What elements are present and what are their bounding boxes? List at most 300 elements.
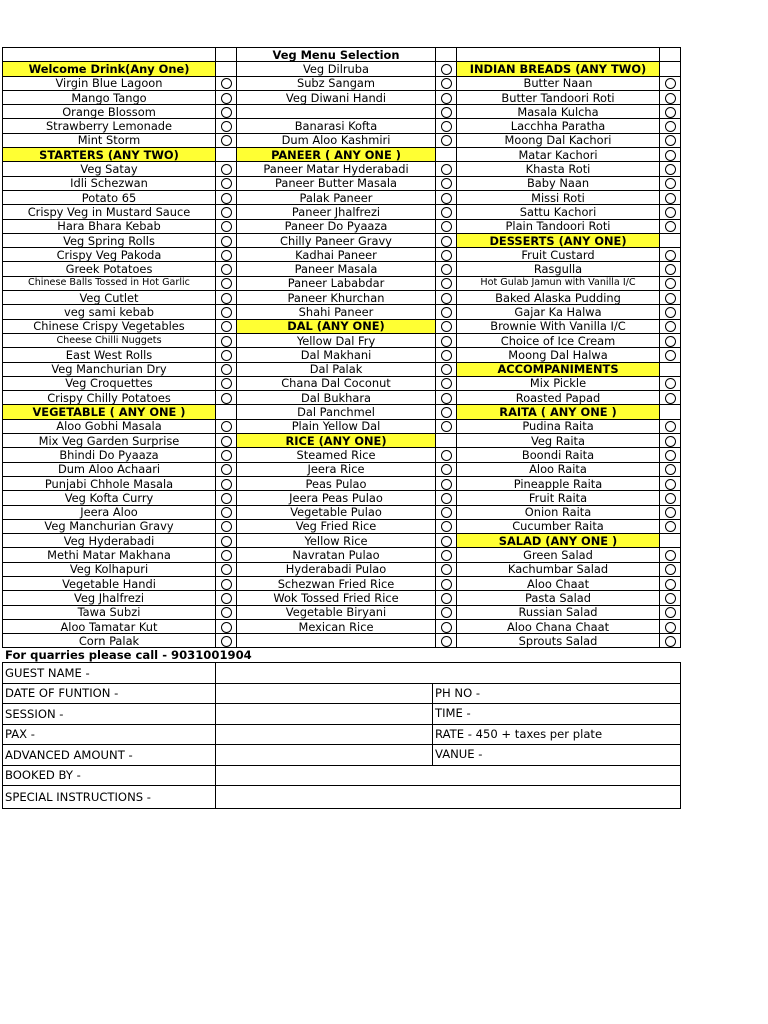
radio-icon[interactable] — [221, 121, 232, 132]
menu-item-b: Dal Palak — [237, 362, 436, 376]
menu-item-a: Mint Storm — [3, 133, 216, 147]
menu-item-c: RAITA ( ANY ONE ) — [457, 405, 660, 419]
menu-choice-cell[interactable] — [436, 476, 457, 490]
menu-item-c: Boondi Raita — [457, 448, 660, 462]
radio-icon[interactable] — [441, 493, 452, 504]
menu-choice-cell[interactable] — [436, 90, 457, 104]
menu-choice-cell[interactable] — [216, 205, 237, 219]
menu-choice-cell[interactable] — [216, 119, 237, 133]
menu-choice-cell[interactable] — [660, 333, 681, 347]
menu-choice-cell[interactable] — [660, 605, 681, 619]
menu-choice-cell[interactable] — [436, 105, 457, 119]
form-row — [3, 683, 681, 704]
radio-icon[interactable] — [441, 579, 452, 590]
radio-icon[interactable] — [221, 293, 232, 304]
radio-icon[interactable] — [441, 293, 452, 304]
radio-icon[interactable] — [665, 393, 676, 404]
radio-icon[interactable] — [221, 579, 232, 590]
menu-choice-cell[interactable] — [660, 305, 681, 319]
radio-icon[interactable] — [221, 593, 232, 604]
menu-row — [3, 562, 681, 576]
menu-choice-cell[interactable] — [660, 348, 681, 362]
menu-item-a: STARTERS (ANY TWO) — [3, 148, 216, 162]
menu-choice-cell[interactable] — [436, 262, 457, 276]
menu-item-b: Chilly Paneer Gravy — [237, 233, 436, 247]
menu-choice-cell — [660, 534, 681, 548]
radio-icon[interactable] — [665, 550, 676, 561]
radio-icon[interactable] — [441, 164, 452, 175]
menu-choice-cell[interactable] — [660, 90, 681, 104]
menu-row — [3, 576, 681, 590]
radio-icon[interactable] — [665, 321, 676, 332]
menu-choice-cell[interactable] — [216, 576, 237, 590]
menu-item-b: Dum Aloo Kashmiri — [237, 133, 436, 147]
form-label: ADVANCED AMOUNT - — [3, 745, 216, 766]
radio-icon[interactable] — [441, 636, 452, 647]
menu-choice-cell[interactable] — [216, 348, 237, 362]
menu-item-c: ACCOMPANIMENTS — [457, 362, 660, 376]
radio-icon[interactable] — [665, 622, 676, 633]
menu-choice-cell[interactable] — [436, 291, 457, 305]
radio-icon[interactable] — [665, 78, 676, 89]
radio-icon[interactable] — [665, 593, 676, 604]
menu-choice-cell — [436, 48, 457, 62]
menu-choice-cell[interactable] — [436, 534, 457, 548]
menu-choice-cell[interactable] — [436, 190, 457, 204]
radio-icon[interactable] — [665, 250, 676, 261]
radio-icon[interactable] — [221, 107, 232, 118]
menu-item-c: Plain Tandoori Roti — [457, 219, 660, 233]
menu-item-b: Palak Paneer — [237, 190, 436, 204]
radio-icon[interactable] — [221, 350, 232, 361]
menu-choice-cell[interactable] — [216, 619, 237, 633]
menu-choice-cell[interactable] — [660, 248, 681, 262]
menu-choice-cell[interactable] — [216, 305, 237, 319]
menu-choice-cell[interactable] — [660, 176, 681, 190]
menu-choice-cell[interactable] — [216, 419, 237, 433]
menu-choice-cell[interactable] — [216, 190, 237, 204]
radio-icon[interactable] — [441, 135, 452, 146]
menu-choice-cell[interactable] — [436, 505, 457, 519]
radio-icon[interactable] — [665, 636, 676, 647]
radio-icon[interactable] — [441, 507, 452, 518]
radio-icon[interactable] — [441, 236, 452, 247]
radio-icon[interactable] — [441, 193, 452, 204]
radio-icon[interactable] — [441, 536, 452, 547]
radio-icon[interactable] — [221, 636, 232, 647]
form-value-field[interactable] — [216, 786, 681, 809]
menu-choice-cell[interactable] — [436, 319, 457, 333]
menu-choice-cell[interactable] — [216, 90, 237, 104]
radio-icon[interactable] — [665, 579, 676, 590]
radio-icon[interactable] — [441, 393, 452, 404]
radio-icon[interactable] — [221, 550, 232, 561]
radio-icon[interactable] — [221, 93, 232, 104]
form-value-field[interactable] — [216, 684, 433, 704]
radio-icon[interactable] — [221, 278, 232, 289]
menu-item-c: Fruit Raita — [457, 491, 660, 505]
menu-body — [3, 48, 681, 648]
radio-icon[interactable] — [441, 464, 452, 475]
radio-icon[interactable] — [665, 421, 676, 432]
radio-icon[interactable] — [665, 264, 676, 275]
form-label: BOOKED BY - — [3, 765, 216, 786]
form-value-field[interactable] — [216, 725, 433, 745]
menu-choice-cell[interactable] — [216, 219, 237, 233]
menu-choice-cell[interactable] — [436, 248, 457, 262]
menu-choice-cell[interactable] — [436, 448, 457, 462]
menu-item-c: INDIAN BREADS (ANY TWO) — [457, 62, 660, 76]
menu-choice-cell — [660, 233, 681, 247]
menu-item-a: Veg Kofta Curry — [3, 491, 216, 505]
menu-item-a: Mix Veg Garden Surprise — [3, 434, 216, 448]
radio-icon[interactable] — [221, 421, 232, 432]
menu-choice-cell[interactable] — [216, 562, 237, 576]
menu-choice-cell[interactable] — [660, 376, 681, 390]
menu-choice-cell[interactable] — [216, 176, 237, 190]
radio-icon[interactable] — [441, 450, 452, 461]
menu-choice-cell[interactable] — [436, 462, 457, 476]
radio-icon[interactable] — [441, 278, 452, 289]
booking-form-body — [3, 663, 681, 809]
radio-icon[interactable] — [441, 350, 452, 361]
radio-icon[interactable] — [665, 221, 676, 232]
menu-choice-cell[interactable] — [660, 448, 681, 462]
menu-item-b: Veg Dilruba — [237, 62, 436, 76]
menu-choice-cell — [660, 62, 681, 76]
radio-icon[interactable] — [665, 293, 676, 304]
menu-choice-cell[interactable] — [436, 519, 457, 533]
radio-icon[interactable] — [221, 536, 232, 547]
radio-icon[interactable] — [665, 607, 676, 618]
menu-choice-cell[interactable] — [436, 548, 457, 562]
radio-icon[interactable] — [441, 107, 452, 118]
menu-row — [3, 419, 681, 433]
radio-icon[interactable] — [665, 121, 676, 132]
menu-row — [3, 276, 681, 290]
menu-choice-cell[interactable] — [660, 133, 681, 147]
menu-item-c: Hot Gulab Jamun with Vanilla I/C — [457, 276, 660, 290]
menu-choice-cell[interactable] — [216, 519, 237, 533]
menu-choice-cell[interactable] — [436, 634, 457, 648]
menu-item-a: Crispy Veg Pakoda — [3, 248, 216, 262]
menu-item-b: Hyderabadi Pulao — [237, 562, 436, 576]
menu-choice-cell[interactable] — [216, 76, 237, 90]
menu-item-a: Hara Bhara Kebab — [3, 219, 216, 233]
menu-choice-cell[interactable] — [216, 505, 237, 519]
radio-icon[interactable] — [441, 421, 452, 432]
menu-choice-cell[interactable] — [436, 162, 457, 176]
radio-icon[interactable] — [665, 307, 676, 318]
radio-icon[interactable] — [221, 236, 232, 247]
veg-menu-table — [2, 47, 681, 648]
radio-icon[interactable] — [665, 464, 676, 475]
menu-item-b: Paneer Lababdar — [237, 276, 436, 290]
menu-choice-cell[interactable] — [436, 305, 457, 319]
menu-choice-cell[interactable] — [436, 405, 457, 419]
menu-row — [3, 448, 681, 462]
radio-icon[interactable] — [665, 493, 676, 504]
menu-choice-cell[interactable] — [436, 62, 457, 76]
radio-icon[interactable] — [665, 564, 676, 575]
menu-item-a: Veg Jhalfrezi — [3, 591, 216, 605]
radio-icon[interactable] — [665, 207, 676, 218]
menu-row — [3, 534, 681, 548]
menu-choice-cell[interactable] — [216, 233, 237, 247]
form-value-split[interactable] — [216, 683, 681, 704]
form-value-field[interactable] — [216, 704, 433, 724]
menu-item-c: Aloo Raita — [457, 462, 660, 476]
menu-item-a: Methi Matar Makhana — [3, 548, 216, 562]
radio-icon[interactable] — [221, 493, 232, 504]
radio-icon[interactable] — [441, 364, 452, 375]
radio-icon[interactable] — [441, 564, 452, 575]
menu-choice-cell[interactable] — [216, 276, 237, 290]
radio-icon[interactable] — [665, 378, 676, 389]
menu-choice-cell[interactable] — [660, 619, 681, 633]
menu-choice-cell[interactable] — [436, 133, 457, 147]
menu-choice-cell[interactable] — [660, 105, 681, 119]
menu-choice-cell[interactable] — [216, 362, 237, 376]
menu-item-a: Greek Potatoes — [3, 262, 216, 276]
menu-choice-cell[interactable] — [216, 133, 237, 147]
menu-item-b: Paneer Masala — [237, 262, 436, 276]
menu-choice-cell[interactable] — [660, 462, 681, 476]
menu-choice-cell[interactable] — [216, 434, 237, 448]
menu-choice-cell[interactable] — [436, 576, 457, 590]
menu-item-b: Yellow Rice — [237, 534, 436, 548]
menu-choice-cell[interactable] — [216, 534, 237, 548]
radio-icon[interactable] — [221, 378, 232, 389]
form-value-field[interactable] — [216, 663, 681, 684]
menu-choice-cell[interactable] — [436, 276, 457, 290]
radio-icon[interactable] — [665, 278, 676, 289]
menu-item-a: Dum Aloo Achaari — [3, 462, 216, 476]
menu-choice-cell[interactable] — [216, 448, 237, 462]
radio-icon[interactable] — [441, 336, 452, 347]
radio-icon[interactable] — [221, 436, 232, 447]
menu-item-a: Mango Tango — [3, 90, 216, 104]
radio-icon[interactable] — [665, 193, 676, 204]
menu-item-c: SALAD (ANY ONE ) — [457, 534, 660, 548]
radio-icon[interactable] — [221, 521, 232, 532]
radio-icon[interactable] — [221, 336, 232, 347]
menu-item-b: Schezwan Fried Rice — [237, 576, 436, 590]
menu-choice-cell[interactable] — [660, 276, 681, 290]
radio-icon[interactable] — [441, 321, 452, 332]
menu-choice-cell[interactable] — [436, 619, 457, 633]
menu-choice-cell[interactable] — [436, 219, 457, 233]
radio-icon[interactable] — [441, 264, 452, 275]
form-value-split[interactable] — [216, 724, 681, 745]
menu-choice-cell[interactable] — [436, 233, 457, 247]
radio-icon[interactable] — [221, 221, 232, 232]
radio-icon[interactable] — [441, 307, 452, 318]
menu-choice-cell[interactable] — [216, 605, 237, 619]
menu-choice-cell[interactable] — [436, 419, 457, 433]
radio-icon[interactable] — [441, 93, 452, 104]
radio-icon[interactable] — [441, 121, 452, 132]
menu-choice-cell[interactable] — [660, 419, 681, 433]
menu-choice-cell[interactable] — [216, 105, 237, 119]
menu-choice-cell[interactable] — [436, 605, 457, 619]
menu-choice-cell[interactable] — [660, 148, 681, 162]
menu-choice-cell[interactable] — [436, 591, 457, 605]
menu-choice-cell[interactable] — [216, 262, 237, 276]
menu-choice-cell[interactable] — [216, 491, 237, 505]
form-label: SESSION - — [3, 704, 216, 725]
radio-icon[interactable] — [441, 607, 452, 618]
radio-icon[interactable] — [665, 450, 676, 461]
menu-choice-cell[interactable] — [216, 291, 237, 305]
menu-item-a: Bhindi Do Pyaaza — [3, 448, 216, 462]
form-value-split[interactable] — [216, 745, 681, 766]
menu-choice-cell[interactable] — [436, 176, 457, 190]
menu-choice-cell — [660, 362, 681, 376]
radio-icon[interactable] — [221, 307, 232, 318]
radio-icon[interactable] — [221, 78, 232, 89]
radio-icon[interactable] — [441, 521, 452, 532]
radio-icon[interactable] — [665, 436, 676, 447]
menu-choice-cell[interactable] — [660, 505, 681, 519]
menu-choice-cell[interactable] — [660, 190, 681, 204]
radio-icon[interactable] — [665, 521, 676, 532]
menu-item-c: Aloo Chana Chaat — [457, 619, 660, 633]
menu-choice-cell[interactable] — [660, 591, 681, 605]
form-label: GUEST NAME - — [3, 663, 216, 684]
radio-icon[interactable] — [221, 321, 232, 332]
menu-row — [3, 162, 681, 176]
menu-row — [3, 491, 681, 505]
menu-choice-cell[interactable] — [436, 376, 457, 390]
menu-item-a: Orange Blossom — [3, 105, 216, 119]
menu-choice-cell[interactable] — [216, 462, 237, 476]
radio-icon[interactable] — [221, 364, 232, 375]
menu-choice-cell[interactable] — [436, 119, 457, 133]
radio-icon[interactable] — [441, 64, 452, 75]
radio-icon[interactable] — [665, 178, 676, 189]
radio-icon[interactable] — [665, 507, 676, 518]
radio-icon[interactable] — [221, 450, 232, 461]
radio-icon[interactable] — [665, 150, 676, 161]
radio-icon[interactable] — [221, 393, 232, 404]
form-value-split[interactable] — [216, 704, 681, 725]
menu-choice-cell[interactable] — [660, 162, 681, 176]
menu-choice-cell[interactable] — [216, 319, 237, 333]
menu-choice-cell[interactable] — [660, 119, 681, 133]
radio-icon[interactable] — [221, 178, 232, 189]
menu-choice-cell[interactable] — [216, 376, 237, 390]
radio-icon[interactable] — [441, 207, 452, 218]
menu-choice-cell[interactable] — [660, 491, 681, 505]
radio-icon[interactable] — [221, 479, 232, 490]
menu-choice-cell[interactable] — [660, 219, 681, 233]
menu-item-b: Subz Sangam — [237, 76, 436, 90]
menu-choice-cell[interactable] — [660, 262, 681, 276]
menu-choice-cell[interactable] — [660, 576, 681, 590]
menu-item-c: Sprouts Salad — [457, 634, 660, 648]
radio-icon[interactable] — [441, 593, 452, 604]
menu-choice-cell[interactable] — [660, 76, 681, 90]
menu-choice-cell[interactable] — [216, 162, 237, 176]
menu-choice-cell[interactable] — [660, 434, 681, 448]
menu-choice-cell[interactable] — [660, 562, 681, 576]
radio-icon[interactable] — [441, 78, 452, 89]
radio-icon[interactable] — [441, 178, 452, 189]
menu-choice-cell[interactable] — [660, 634, 681, 648]
form-row — [3, 724, 681, 745]
menu-choice-cell[interactable] — [216, 476, 237, 490]
radio-icon[interactable] — [221, 193, 232, 204]
menu-choice-cell[interactable] — [436, 333, 457, 347]
menu-choice-cell[interactable] — [660, 205, 681, 219]
radio-icon[interactable] — [221, 164, 232, 175]
radio-icon[interactable] — [441, 479, 452, 490]
menu-choice-cell[interactable] — [660, 519, 681, 533]
radio-icon[interactable] — [441, 550, 452, 561]
menu-choice-cell[interactable] — [436, 362, 457, 376]
menu-item-b: Banarasi Kofta — [237, 119, 436, 133]
radio-icon[interactable] — [221, 250, 232, 261]
menu-choice-cell[interactable] — [436, 391, 457, 405]
menu-choice-cell[interactable] — [436, 205, 457, 219]
radio-icon[interactable] — [665, 107, 676, 118]
menu-row — [3, 176, 681, 190]
radio-icon[interactable] — [221, 135, 232, 146]
radio-icon[interactable] — [221, 207, 232, 218]
radio-icon[interactable] — [665, 350, 676, 361]
radio-icon[interactable] — [441, 407, 452, 418]
radio-icon[interactable] — [441, 221, 452, 232]
radio-icon[interactable] — [221, 464, 232, 475]
radio-icon[interactable] — [221, 264, 232, 275]
radio-icon[interactable] — [665, 164, 676, 175]
menu-choice-cell[interactable] — [436, 562, 457, 576]
form-value-field[interactable] — [216, 745, 433, 765]
radio-icon[interactable] — [221, 564, 232, 575]
radio-icon[interactable] — [665, 135, 676, 146]
radio-icon[interactable] — [665, 479, 676, 490]
menu-choice-cell[interactable] — [216, 634, 237, 648]
menu-choice-cell[interactable] — [660, 291, 681, 305]
radio-icon[interactable] — [441, 378, 452, 389]
menu-item-c: Roasted Papad — [457, 391, 660, 405]
menu-choice-cell[interactable] — [216, 391, 237, 405]
radio-icon[interactable] — [665, 336, 676, 347]
menu-choice-cell[interactable] — [216, 248, 237, 262]
menu-choice-cell[interactable] — [216, 548, 237, 562]
menu-choice-cell[interactable] — [660, 391, 681, 405]
form-value-field[interactable] — [216, 765, 681, 786]
menu-choice-cell[interactable] — [436, 76, 457, 90]
radio-icon[interactable] — [441, 622, 452, 633]
menu-choice-cell[interactable] — [436, 348, 457, 362]
radio-icon[interactable] — [221, 507, 232, 518]
menu-item-c: Mix Pickle — [457, 376, 660, 390]
menu-choice-cell — [216, 405, 237, 419]
radio-icon[interactable] — [441, 250, 452, 261]
menu-choice-cell[interactable] — [660, 319, 681, 333]
menu-choice-cell[interactable] — [660, 548, 681, 562]
menu-choice-cell[interactable] — [436, 491, 457, 505]
form-label: PAX - — [3, 724, 216, 745]
menu-choice-cell[interactable] — [216, 333, 237, 347]
radio-icon[interactable] — [221, 622, 232, 633]
radio-icon[interactable] — [221, 607, 232, 618]
radio-icon[interactable] — [665, 93, 676, 104]
menu-choice-cell[interactable] — [660, 476, 681, 490]
menu-choice-cell[interactable] — [216, 591, 237, 605]
